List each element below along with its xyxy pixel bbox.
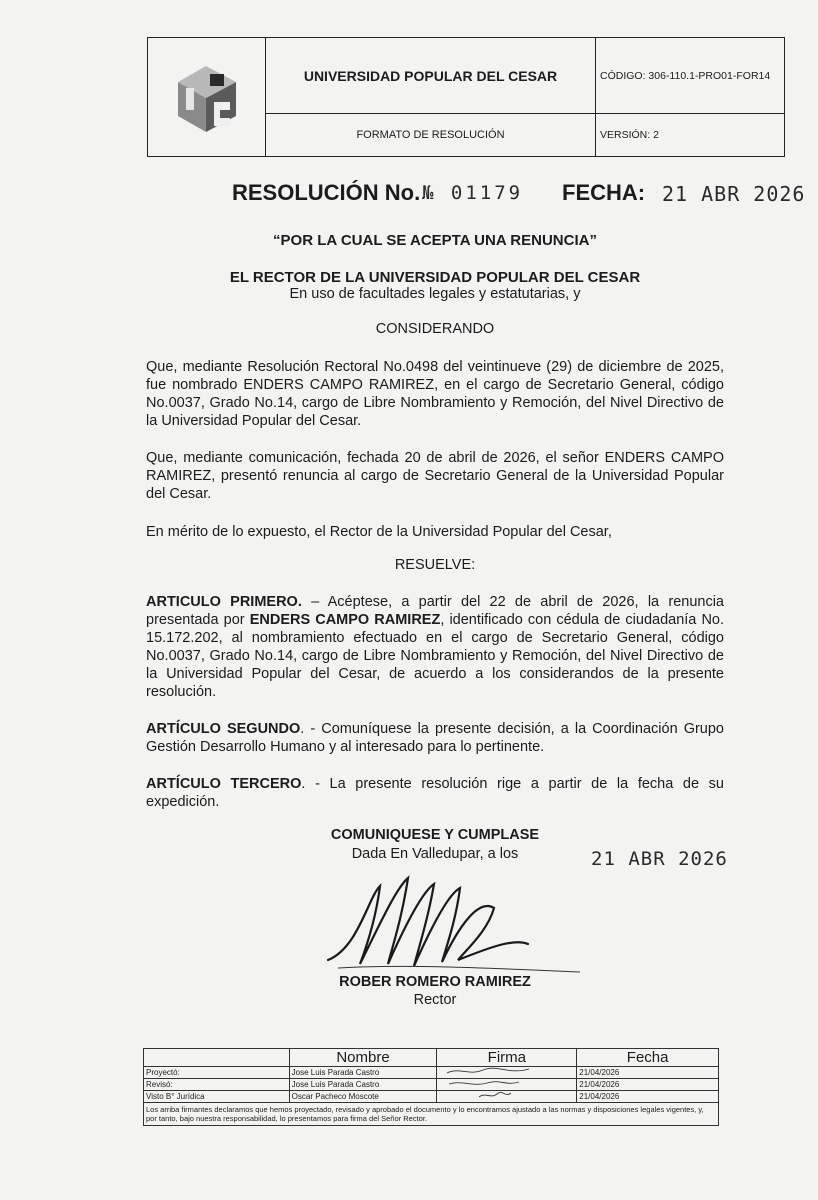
article-second xyxy=(146,720,724,756)
authority-title: EL RECTOR DE LA UNIVERSIDAD POPULAR DEL CESAR xyxy=(229,269,641,286)
resolution-label: RESOLUCIÓN No. xyxy=(232,180,421,205)
table-row xyxy=(144,1091,719,1103)
row-name: Jose Luis Parada Castro xyxy=(289,1079,437,1091)
logo-cell xyxy=(148,38,266,156)
resolve-heading: RESUELVE: xyxy=(394,557,476,573)
document-version: VERSIÓN: 2 xyxy=(600,129,659,141)
date-label: FECHA: xyxy=(562,180,646,205)
initials-signature xyxy=(439,1079,539,1088)
row-name: Jose Luis Parada Castro xyxy=(289,1067,437,1079)
article-first-name: ENDERS CAMPO RAMIREZ xyxy=(249,612,441,628)
responsibility-note: Los arriba firmantes declaramos que hemos proyectado, revisado y aprobado el documento y lo encontramos ajustado a las normas y disposiciones legales vigentes, y, por tanto, bajo nuestra responsabilidad, lo presentamos para firma del Señor Rector. xyxy=(144,1103,719,1126)
row-name: Oscar Pacheco Moscote xyxy=(289,1091,437,1103)
article-third-label: ARTÍCULO TERCERO xyxy=(146,776,302,792)
closing-title: COMUNIQUESE Y CUMPLASE xyxy=(330,827,540,843)
document-header-table xyxy=(147,37,785,157)
initials-signature xyxy=(439,1091,539,1100)
article-first-text-2: , identificado con cédula de ciudadanía No. 15.172.202, al nombramiento efectuado en el cargo de Secretario General, código No.0037, Grado No.14, cargo de Libre Nombramiento y Remoción, del Nivel Directivo de la Universidad Popular del Cesar, de acuerdo a los considerandos de la presente resolución. xyxy=(146,612,725,700)
considering-heading: CONSIDERANDO xyxy=(375,321,495,337)
signer-role: Rector xyxy=(413,992,457,1008)
table-row xyxy=(144,1103,719,1126)
header-middle xyxy=(266,38,596,156)
header-cell-date: Fecha xyxy=(577,1049,719,1067)
initials-signature xyxy=(439,1067,539,1076)
table-row xyxy=(144,1079,719,1091)
approval-table-header xyxy=(144,1049,719,1067)
row-role: Proyectó: xyxy=(144,1067,290,1079)
article-first xyxy=(146,593,724,701)
header-right xyxy=(596,38,784,156)
article-first-label: ARTICULO PRIMERO. xyxy=(146,594,302,610)
header-cell-name: Nombre xyxy=(289,1049,437,1067)
closing-place: Dada En Valledupar, a los xyxy=(351,846,519,862)
article-first-text-1: – Acéptese, a partir del 22 de abril de 2026, la renuncia presentada por xyxy=(146,594,724,628)
table-row xyxy=(144,1067,719,1079)
merit-paragraph: En mérito de lo expuesto, el Rector de la Universidad Popular del Cesar, xyxy=(146,524,612,540)
row-role: Revisó: xyxy=(144,1079,290,1091)
resolution-subject: “POR LA CUAL SE ACEPTA UNA RENUNCIA” xyxy=(273,232,597,249)
document-code: CÓDIGO: 306-110.1-PRO01-FOR14 xyxy=(596,38,784,114)
format-name: FORMATO DE RESOLUCIÓN xyxy=(356,129,505,141)
article-third-text: . - La presente resolución rige a partir de la fecha de su expedición. xyxy=(146,776,724,810)
signer-name: ROBER ROMERO RAMIREZ xyxy=(339,974,531,990)
considering-paragraph-1: Que, mediante Resolución Rectoral No.0498 del veintinueve (29) de diciembre de 2025, fue nombrado ENDERS CAMPO RAMIREZ, en el cargo de Secretario General, código No.0037, Grado No.14, cargo de Libre Nombramiento y Remoción, del Nivel Directivo de la Universidad Popular del Cesar. xyxy=(146,359,724,429)
rector-signature xyxy=(318,868,588,978)
institution-name: UNIVERSIDAD POPULAR DEL CESAR xyxy=(266,38,595,114)
row-date: 21/04/2026 xyxy=(577,1067,719,1079)
article-second-text: . - Comuníquese la presente decisión, a la Coordinación Grupo Gestión Desarrollo Humano y al interesado para lo pertinente. xyxy=(146,721,724,755)
article-third xyxy=(146,775,724,811)
university-logo xyxy=(148,38,265,156)
resolution-number-stamp: № 01179 xyxy=(422,182,524,204)
closing-date-stamp: 21 ABR 2026 xyxy=(591,848,728,870)
article-second-label: ARTÍCULO SEGUNDO xyxy=(146,721,301,737)
considering-paragraph-2: Que, mediante comunicación, fechada 20 de abril de 2026, el señor ENDERS CAMPO RAMIREZ, presentó renuncia al cargo de Secretario General de la Universidad Popular del Cesar. xyxy=(146,450,724,502)
row-signature xyxy=(437,1091,577,1103)
row-role: Visto B° Jurídica xyxy=(144,1091,290,1103)
row-signature xyxy=(437,1067,577,1079)
resolution-title-line xyxy=(0,178,818,212)
row-date: 21/04/2026 xyxy=(577,1091,719,1103)
header-cell-signature: Firma xyxy=(437,1049,577,1067)
header-cell-role xyxy=(144,1049,290,1067)
approval-table xyxy=(143,1048,719,1126)
date-stamp: 21 ABR 2026 xyxy=(662,182,806,206)
row-signature xyxy=(437,1079,577,1091)
row-date: 21/04/2026 xyxy=(577,1079,719,1091)
faculties-line: En uso de facultades legales y estatutarias, y xyxy=(289,286,581,302)
